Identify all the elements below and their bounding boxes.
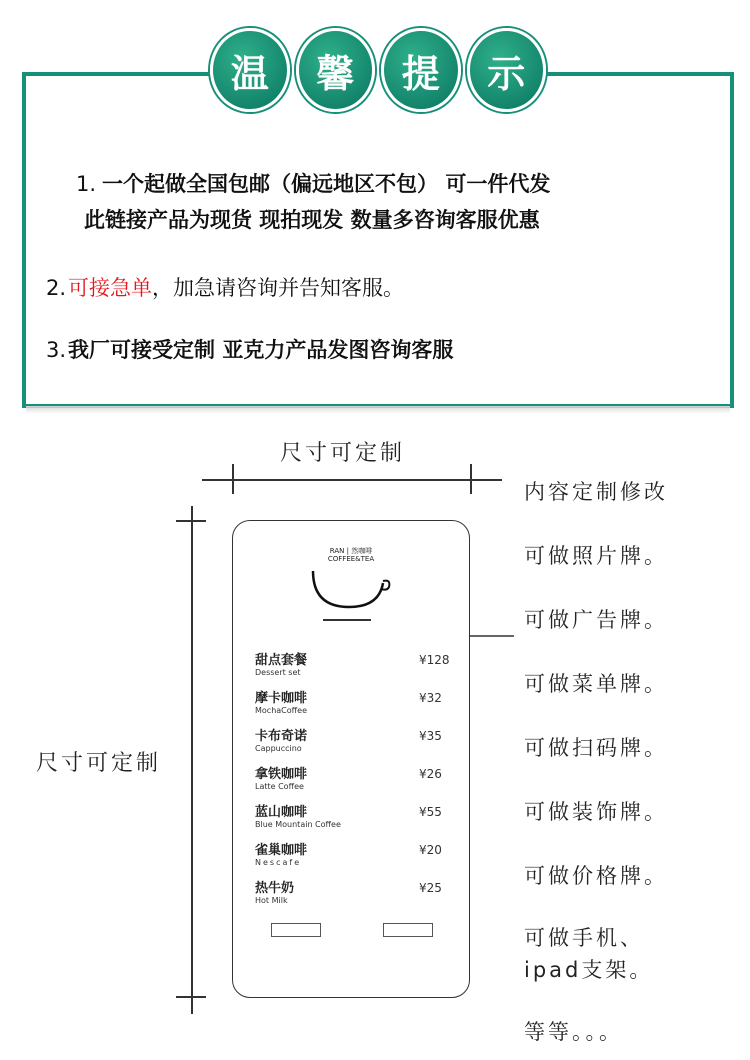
menu-item-name: 卡布奇诺	[255, 729, 308, 744]
menu-item	[255, 767, 307, 792]
title-char-3: 提	[381, 28, 461, 112]
feature-item: ipad支架。	[524, 958, 654, 982]
menu-item	[255, 729, 307, 754]
coffee-cup-icon	[309, 567, 393, 611]
notice-item-1-text-1: 一个起做全国包邮（偏远地区不包） 可一件代发	[102, 172, 551, 196]
board-slot-right	[383, 923, 433, 937]
menu-item-name: 拿铁咖啡	[255, 767, 308, 782]
board-brand-line-1: RAN | 然咖啡	[329, 547, 373, 555]
notice-item-3-text: 我厂可接受定制 亚克力产品发图咨询客服	[68, 338, 454, 362]
width-dimension-tick-left	[232, 464, 234, 494]
notice-box	[22, 72, 734, 408]
size-label-top: 尺寸可定制	[280, 441, 406, 466]
notice-title	[210, 26, 546, 114]
notice-item-3	[46, 334, 453, 364]
menu-item-name: 热牛奶	[255, 881, 295, 896]
notice-item-3-number: 3.	[46, 338, 67, 362]
menu-item	[255, 805, 341, 830]
board-divider	[323, 619, 371, 621]
size-label-left: 尺寸可定制	[36, 751, 162, 776]
feature-item: 可做装饰牌。	[524, 800, 668, 824]
notice-shadow	[26, 406, 730, 414]
menu-item-english: Latte Coffee	[255, 782, 304, 791]
menu-item-name: 雀巢咖啡	[255, 843, 308, 858]
height-dimension-tick-bottom	[176, 996, 206, 998]
feature-item: 可做菜单牌。	[524, 672, 668, 696]
notice-item-1-line-2	[84, 204, 540, 234]
width-dimension-tick-right	[470, 464, 472, 494]
menu-item-price: ¥26	[419, 767, 442, 781]
menu-item-price: ¥20	[419, 843, 442, 857]
menu-item-price: ¥32	[419, 691, 442, 705]
feature-item: 可做价格牌。	[524, 864, 668, 888]
title-char-2: 馨	[296, 28, 376, 112]
feature-item: 可做广告牌。	[524, 608, 668, 632]
menu-item	[255, 843, 307, 868]
board-brand-line-2: COFFEE&TEA	[327, 555, 375, 563]
menu-item-english: Blue Mountain Coffee	[255, 820, 341, 829]
menu-item-english: Dessert set	[255, 668, 301, 677]
height-dimension-line	[191, 506, 193, 1014]
feature-item: 内容定制修改	[524, 480, 668, 504]
menu-item-english: Hot Milk	[255, 896, 288, 905]
height-dimension-tick-top	[176, 520, 206, 522]
menu-item-price: ¥25	[419, 881, 442, 895]
board-slot-left	[271, 923, 321, 937]
menu-item-price: ¥128	[419, 653, 450, 667]
title-char-4: 示	[467, 28, 547, 112]
title-char-1: 温	[210, 28, 290, 112]
menu-item-name: 甜点套餐	[255, 653, 308, 668]
notice-item-1-text-2: 此链接产品为现货 现拍现发 数量多咨询客服优惠	[84, 208, 540, 232]
menu-item	[255, 691, 307, 716]
width-dimension-line	[202, 479, 502, 481]
menu-item	[255, 881, 294, 906]
menu-item	[255, 653, 307, 678]
feature-item: 可做照片牌。	[524, 544, 668, 568]
notice-item-2-highlight: 可接急单	[68, 276, 153, 300]
menu-item-english: Cappuccino	[255, 744, 302, 753]
feature-item: 可做扫码牌。	[524, 736, 668, 760]
feature-item: 可做手机、	[524, 926, 644, 950]
menu-item-name: 摩卡咖啡	[255, 691, 308, 706]
notice-item-2-number: 2.	[46, 276, 67, 300]
board-brand	[233, 547, 469, 563]
menu-board	[232, 520, 470, 998]
menu-item-name: 蓝山咖啡	[255, 805, 308, 820]
feature-item: 等等。。。	[524, 1020, 623, 1044]
notice-item-2	[46, 272, 404, 302]
menu-item-english: Nescafe	[255, 858, 302, 867]
notice-item-2-text: ，加急请咨询并告知客服。	[152, 276, 405, 300]
menu-item-price: ¥35	[419, 729, 442, 743]
notice-item-1-number: 1.	[76, 172, 97, 196]
menu-item-english: MochaCoffee	[255, 706, 308, 715]
menu-item-price: ¥55	[419, 805, 442, 819]
notice-item-1-line-1	[76, 168, 550, 198]
